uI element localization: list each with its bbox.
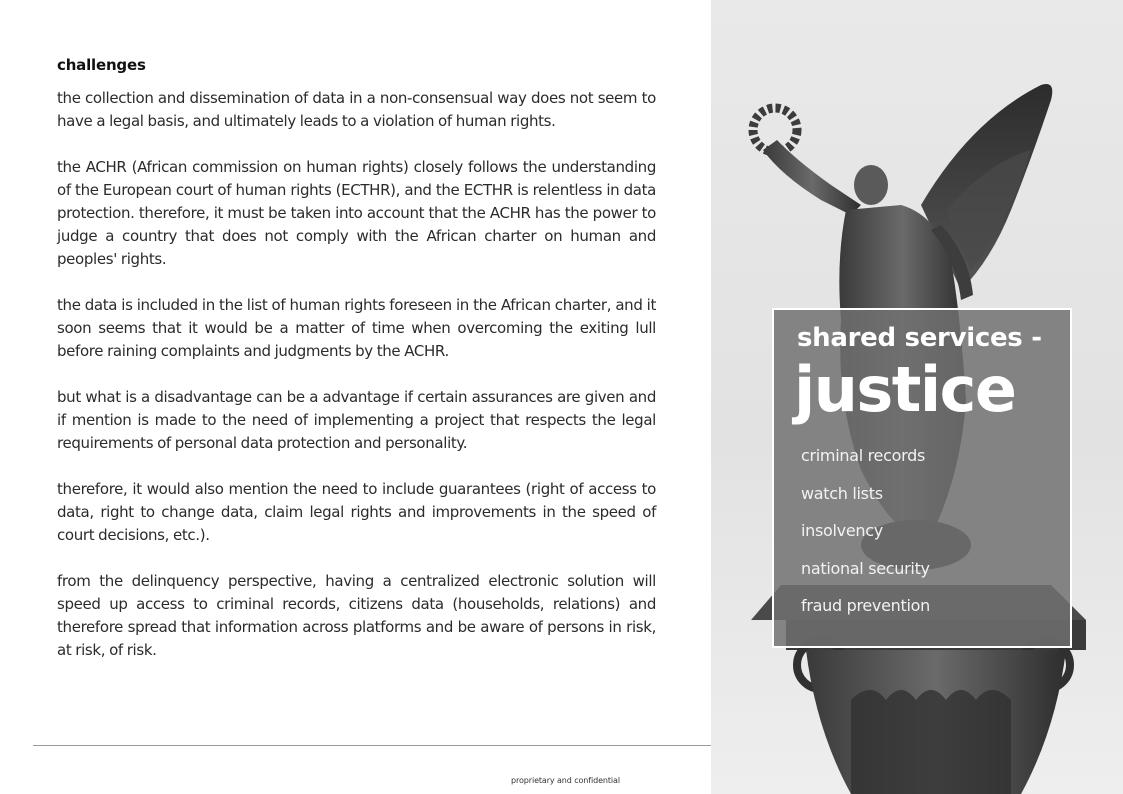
card-service-list — [801, 446, 930, 634]
card-subtitle: shared services - — [797, 323, 1042, 353]
list-item: fraud prevention — [801, 596, 930, 615]
paragraph: but what is a disadvantage can be a advantage if certain assurances are given and if mention is made to the need of implementing a project that respects the legal requirements of personal data protection and personality. — [57, 388, 656, 452]
content-column — [57, 56, 656, 685]
paragraph: the ACHR (African commission on human rights) closely follows the understanding of the European court of human rights (ECTHR), and the ECTHR is relentless in data protection. therefore, it must be taken into account that the ACHR has the power to judge a country that does not comply with the African charter on human and peoples' rights. — [57, 158, 656, 268]
section-heading: challenges — [57, 56, 146, 74]
list-item: watch lists — [801, 483, 883, 503]
paragraph: therefore, it would also mention the need to include guarantees (right of access to data, right to change data, claim legal rights and improvements in the speed of court decisions, etc.). — [57, 480, 656, 544]
card-title: justice — [794, 353, 1016, 426]
footer-confidential-label: proprietary and confidential — [511, 776, 620, 785]
shared-services-card — [772, 308, 1072, 648]
paragraph: the data is included in the list of human rights foreseen in the African charter, and it soon seems that it would be a matter of time when overcoming the exiting lull before raining complaints and judgments by the ACHR. — [57, 296, 656, 360]
list-item: insolvency — [801, 521, 883, 540]
paragraph: the collection and dissemination of data in a non-consensual way does not seem to have a legal basis, and ultimately leads to a violation of human rights. — [57, 89, 656, 130]
list-item: national security — [801, 558, 930, 578]
paragraph: from the delinquency perspective, having a centralized electronic solution will speed up access to criminal records, citizens data (households, relations) and therefore spread that information across platforms and be aware of persons in risk, at risk, of risk. — [57, 572, 656, 659]
list-item: criminal records — [801, 446, 925, 465]
footer-divider — [33, 745, 711, 746]
